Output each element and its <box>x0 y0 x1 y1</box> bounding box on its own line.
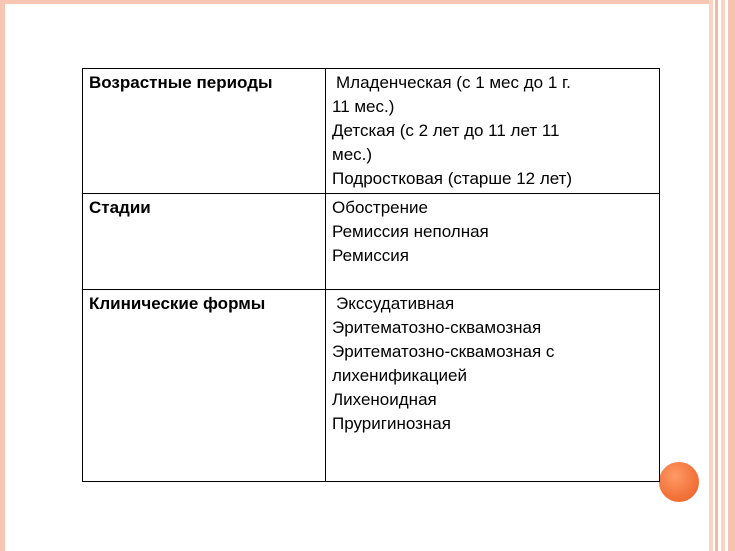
value-line: Пруригинозная <box>332 414 451 433</box>
value-line: Экссудативная <box>336 294 455 313</box>
value-line: Младенческая (с 1 мес до 1 г. <box>336 73 571 92</box>
row-values-age-periods <box>326 69 660 194</box>
row-values-stages <box>326 194 660 290</box>
value-line: Лихеноидная <box>332 390 437 409</box>
table-row-age-periods <box>83 69 660 194</box>
table-row-stages <box>83 194 660 290</box>
classification-table <box>82 68 660 482</box>
decorative-circle <box>656 459 702 505</box>
value-line: 11 мес.) <box>332 97 395 116</box>
row-label-stages: Стадии <box>83 194 326 290</box>
decorative-stripes <box>709 0 735 551</box>
value-line: мес.) <box>332 145 373 164</box>
value-line: Обострение <box>332 198 428 217</box>
table-row-clinical-forms <box>83 290 660 482</box>
row-values-clinical-forms <box>326 290 660 482</box>
row-label-clinical-forms: Клинические формы <box>83 290 326 482</box>
value-line: Ремиссия неполная <box>332 222 489 241</box>
value-line: Эритематозно-сквамозная с <box>332 342 555 361</box>
value-line: Детская (с 2 лет до 11 лет 11 <box>332 121 560 140</box>
value-line: Ремиссия <box>332 246 409 265</box>
row-label-age-periods: Возрастные периоды <box>83 69 326 194</box>
value-line: Эритематозно-сквамозная <box>332 318 542 337</box>
value-line: Подростковая (старше 12 лет) <box>332 169 573 188</box>
value-line: лихенификацией <box>332 366 467 385</box>
